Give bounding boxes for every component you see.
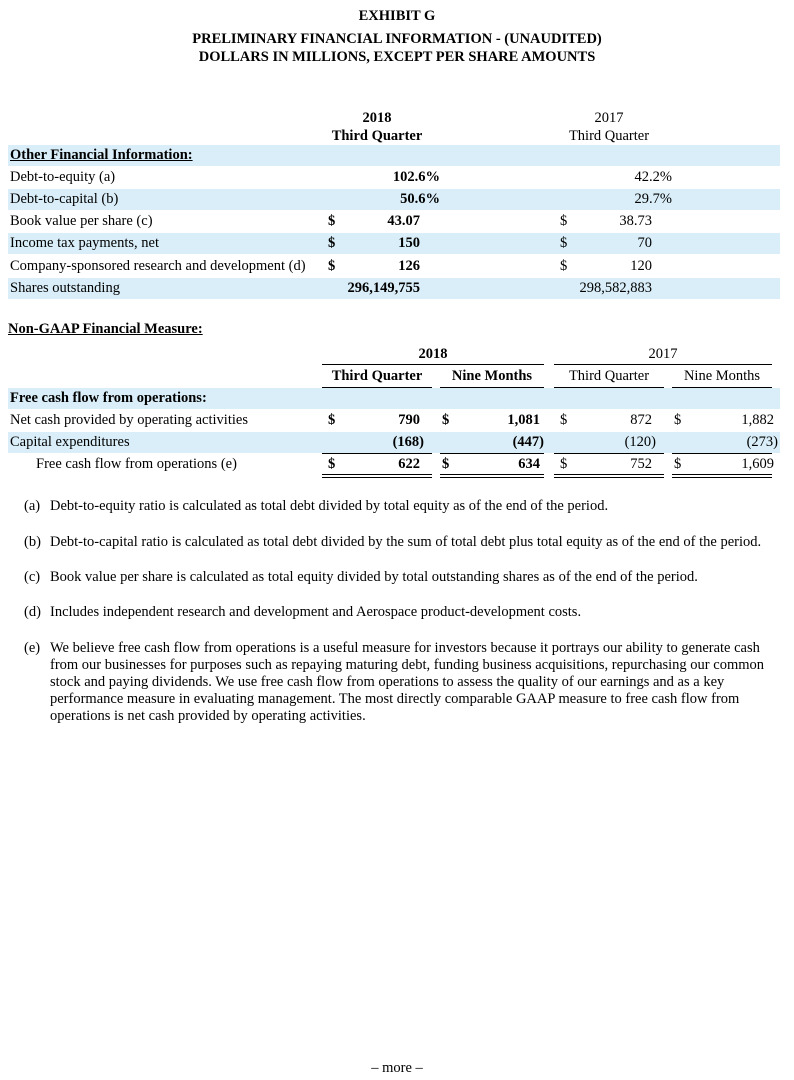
value-2017: 42.2%	[634, 169, 672, 185]
currency: $	[560, 412, 568, 428]
footnote-text: Includes independent research and development and Aerospace product-development costs.	[50, 604, 582, 620]
currency: $	[328, 412, 336, 428]
currency-2017: $	[560, 235, 568, 251]
exhibit-title: EXHIBIT G	[358, 8, 436, 24]
value-2018: 126	[398, 258, 420, 274]
footnote-letter: (d)	[24, 604, 41, 620]
currency-2018: $	[328, 235, 336, 251]
value-nine-2017: 1,882	[741, 412, 774, 428]
total-double-rule	[322, 474, 432, 478]
table-row	[8, 454, 780, 475]
section-title: Free cash flow from operations:	[10, 390, 207, 406]
footnote-text: Book value per share is calculated as total equity divided by total outstanding shares as of the end of the period.	[50, 569, 698, 585]
currency: $	[328, 456, 336, 472]
col-header-2017-period: Third Quarter	[568, 128, 650, 144]
table-row	[8, 189, 780, 210]
value-2017: 29.7%	[634, 191, 672, 207]
currency: $	[674, 412, 682, 428]
value-nine-2018: (447)	[512, 434, 544, 450]
col-header-nine-months-2018: Nine Months	[451, 368, 533, 384]
value-2017: 70	[637, 235, 652, 251]
currency-2017: $	[560, 258, 568, 274]
table-row	[8, 256, 780, 277]
col-header-nine-months-2017: Nine Months	[683, 368, 761, 384]
total-double-rule	[554, 474, 664, 478]
value-nine-2018: 634	[518, 456, 540, 472]
col-header-2018-year: 2018	[362, 110, 392, 126]
report-subtitle: DOLLARS IN MILLIONS, EXCEPT PER SHARE AMOUNTS	[198, 49, 596, 65]
footnote-text: We believe free cash flow from operations is a useful measure for investors because it portrays our ability to generate cash from our businesses for purposes such as repaying maturing debt, funding business acquisitions, repurchasing our common stock and paying dividends. We use free cash flow from operations to assess the quality of our earnings and as a key performance measure in evaluating management. The most directly comparable GAAP measure to free cash flow from operations is net cash provided by operating activities.	[50, 640, 764, 724]
footnote-text: Debt-to-capital ratio is calculated as total debt divided by the sum of total debt plus total equity as of the end of the period.	[50, 534, 762, 550]
section-row-other-financial	[8, 145, 780, 166]
currency: $	[442, 456, 450, 472]
table-row	[8, 233, 780, 254]
value-nine-2018: 1,081	[507, 412, 540, 428]
col-header-third-quarter-2018: Third Quarter	[331, 368, 423, 384]
col-header-third-quarter-2017: Third Quarter	[568, 368, 650, 384]
footnote-letter: (c)	[24, 569, 41, 585]
value-q3-2018: (168)	[392, 434, 424, 450]
col-header-2017-year: 2017	[594, 110, 624, 126]
row-label: Company-sponsored research and development (d)	[10, 258, 306, 274]
section-row-free-cash-flow	[8, 388, 780, 409]
year-header-2018: 2018	[418, 346, 448, 362]
nongaap-title: Non-GAAP Financial Measure:	[8, 321, 203, 337]
value-nine-2017: (273)	[746, 434, 778, 450]
currency: $	[560, 456, 568, 472]
table-row	[8, 278, 780, 299]
row-label: Debt-to-capital (b)	[10, 191, 119, 207]
value-2018: 50.6%	[400, 191, 440, 207]
value-2018: 296,149,755	[347, 280, 420, 296]
footnote-letter: (a)	[24, 498, 41, 514]
currency: $	[674, 456, 682, 472]
page-footer: – more –	[371, 1060, 423, 1076]
value-2017: 120	[630, 258, 652, 274]
footnote-letter: (e)	[24, 640, 41, 656]
table-row	[8, 167, 780, 188]
row-label: Income tax payments, net	[10, 235, 159, 251]
value-2017: 38.73	[619, 213, 652, 229]
row-label: Debt-to-equity (a)	[10, 169, 116, 185]
year-header-rule	[554, 364, 772, 365]
currency-2018: $	[328, 213, 336, 229]
value-2017: 298,582,883	[579, 280, 652, 296]
year-header-rule	[322, 364, 544, 365]
value-q3-2017: (120)	[624, 434, 656, 450]
row-label: Book value per share (c)	[10, 213, 153, 229]
col-header-2018-period: Third Quarter	[331, 128, 423, 144]
table-row	[8, 410, 780, 431]
table-row	[8, 211, 780, 232]
value-q3-2017: 752	[630, 456, 652, 472]
value-q3-2017: 872	[630, 412, 652, 428]
section-title: Other Financial Information:	[10, 147, 193, 163]
currency-2017: $	[560, 213, 568, 229]
row-label: Shares outstanding	[10, 280, 120, 296]
value-2018: 43.07	[387, 213, 420, 229]
value-q3-2018: 622	[398, 456, 420, 472]
table-row	[8, 432, 780, 453]
footnote-text: Debt-to-equity ratio is calculated as total debt divided by total equity as of the end of the period.	[50, 498, 609, 514]
value-2018: 102.6%	[392, 169, 440, 185]
row-label: Net cash provided by operating activities	[10, 412, 248, 428]
currency-2018: $	[328, 258, 336, 274]
total-double-rule	[672, 474, 772, 478]
value-q3-2018: 790	[398, 412, 420, 428]
currency: $	[442, 412, 450, 428]
row-label: Capital expenditures	[10, 434, 130, 450]
row-label: Free cash flow from operations (e)	[36, 456, 237, 472]
report-title: PRELIMINARY FINANCIAL INFORMATION - (UNAUDITED)	[192, 31, 602, 47]
year-header-2017: 2017	[648, 346, 678, 362]
value-nine-2017: 1,609	[741, 456, 774, 472]
total-double-rule	[440, 474, 544, 478]
footnote-letter: (b)	[24, 534, 41, 550]
value-2018: 150	[398, 235, 420, 251]
